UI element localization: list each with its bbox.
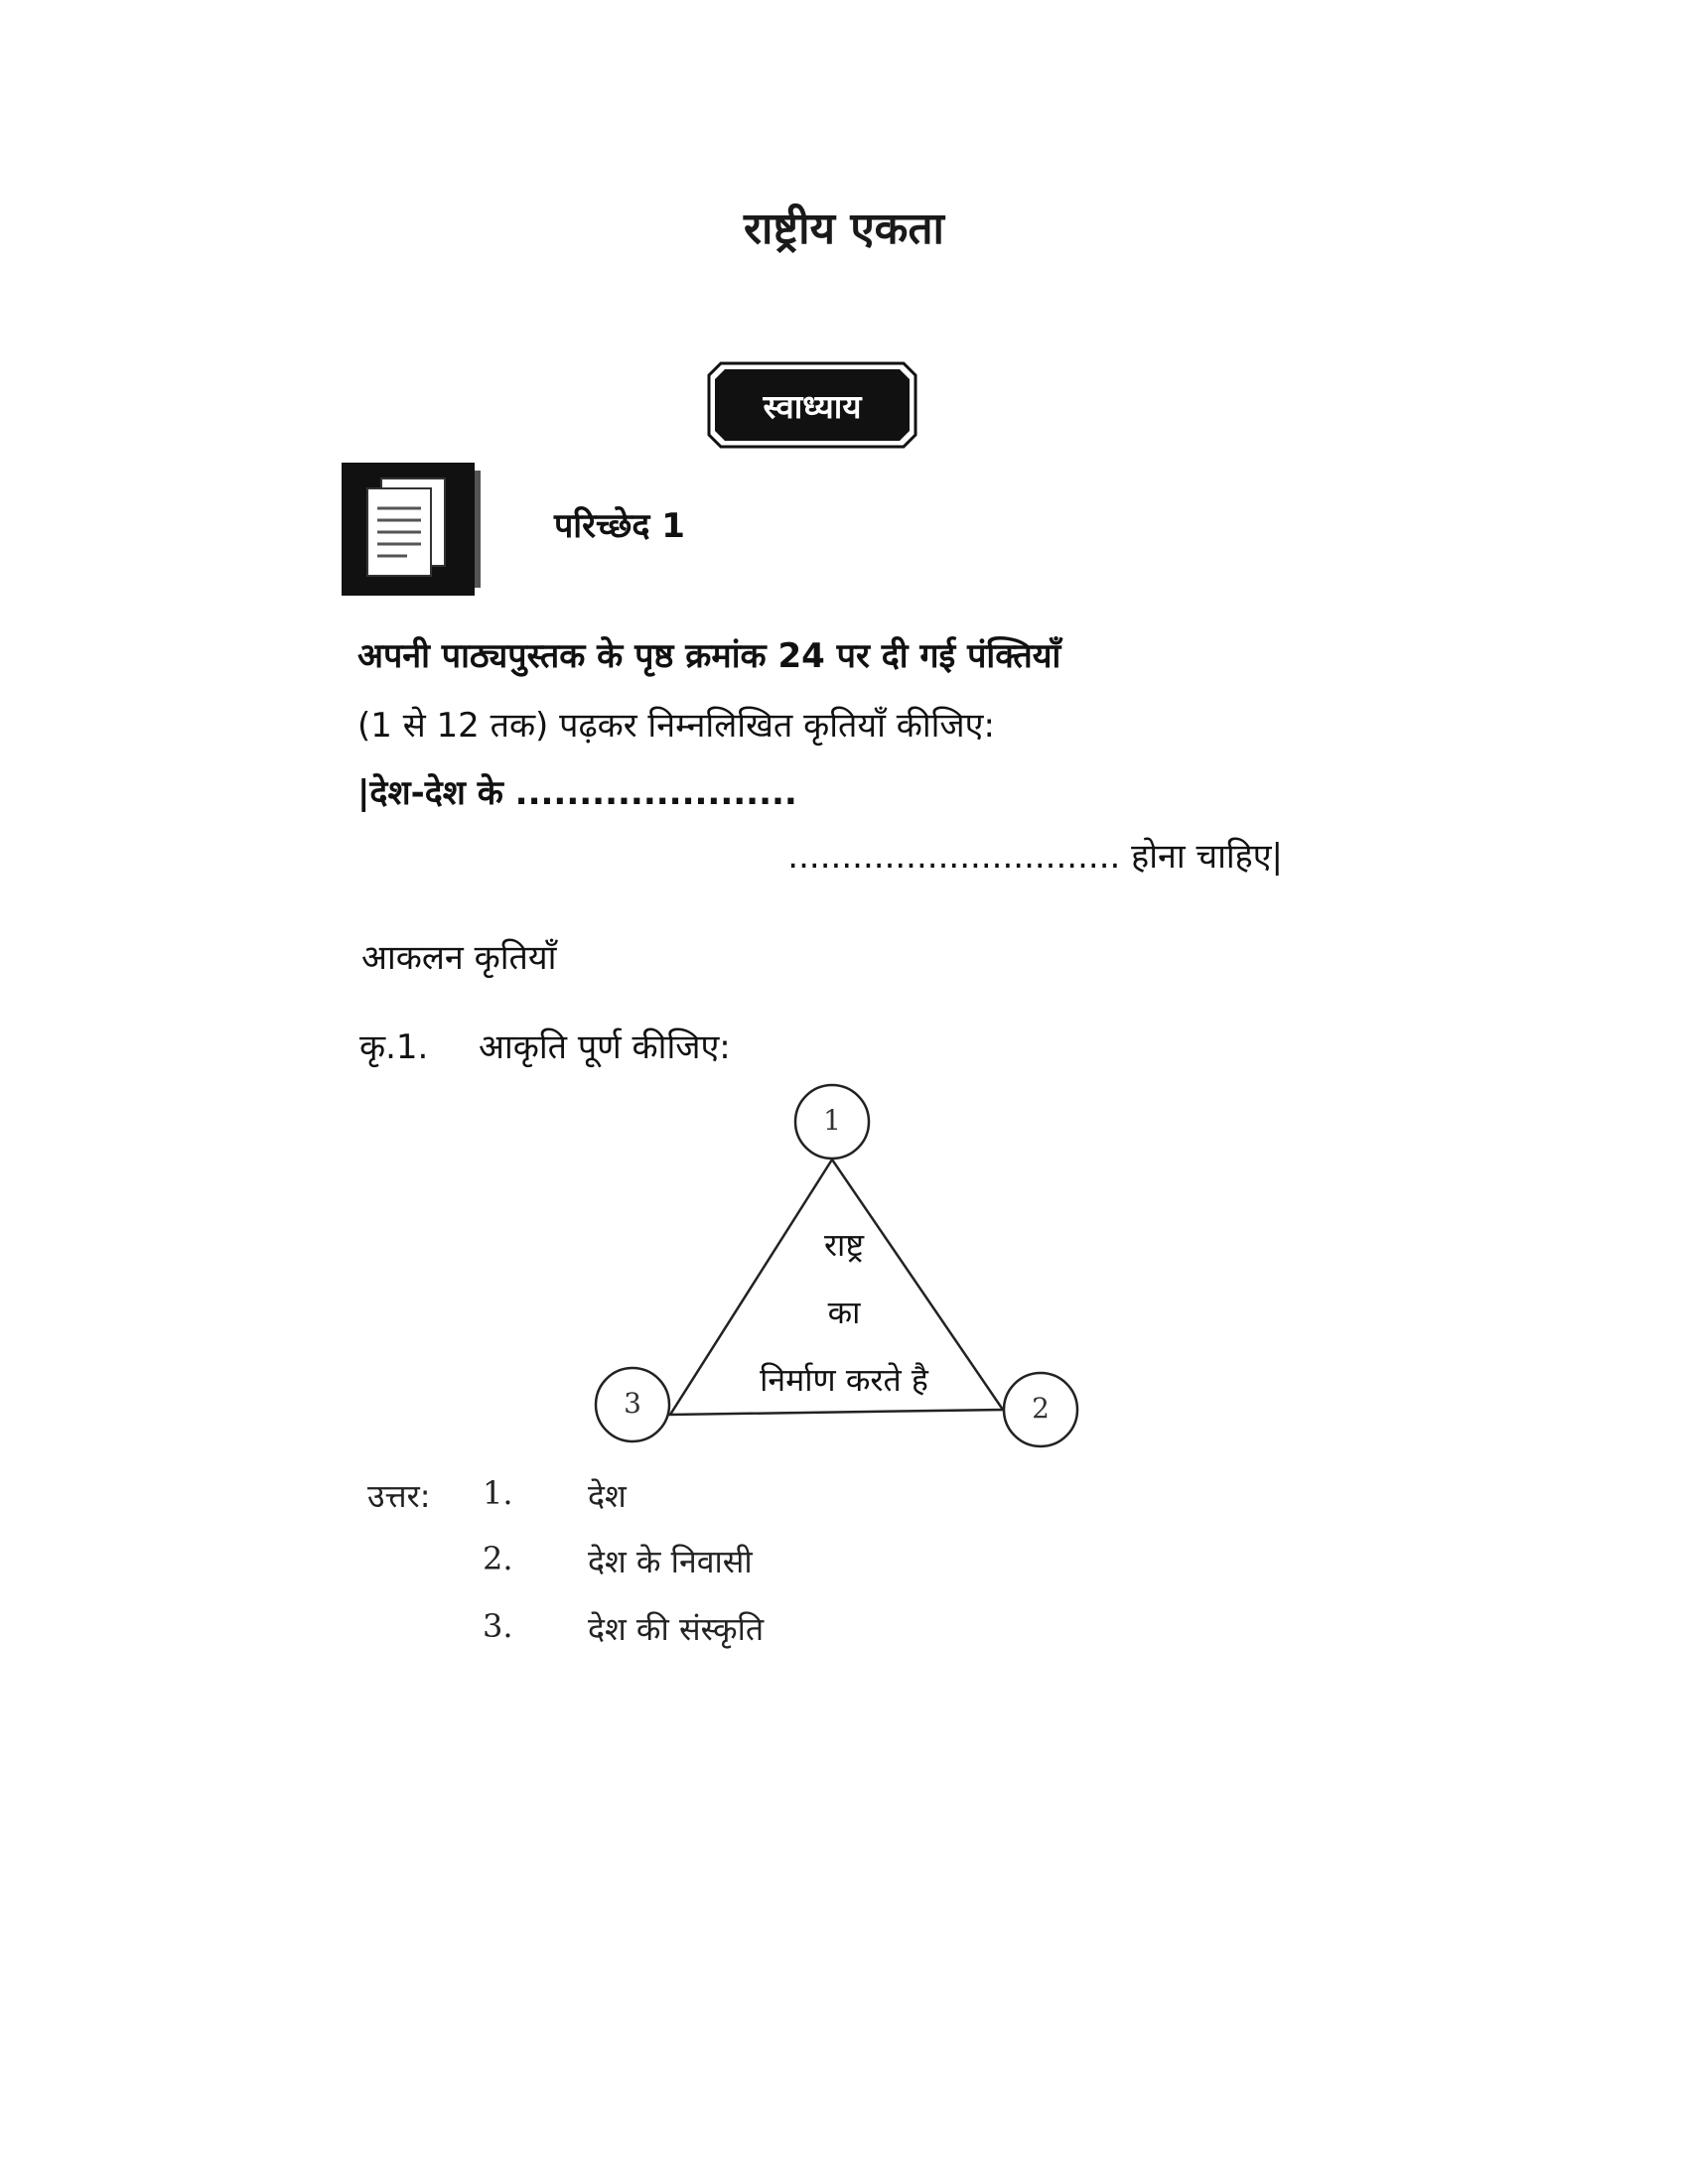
- answer-2-text: देश के निवासी: [588, 1543, 753, 1580]
- document-icon: [342, 463, 492, 596]
- triangle-center-line-3: निर्माण करते है: [760, 1361, 928, 1399]
- answer-1-number: 1.: [483, 1474, 513, 1512]
- triangle-center-line-2: का: [827, 1294, 861, 1331]
- node-1-label: 1: [823, 1104, 841, 1137]
- instruction-line-3: |देश-देश के ......................: [357, 773, 797, 813]
- answer-3-number: 3.: [483, 1607, 513, 1645]
- instruction-line-1: अपनी पाठ्यपुस्तक के पृष्ठ क्रमांक 24 पर दी गई पंक्तियाँ: [357, 636, 1061, 676]
- answer-1-text: देश: [588, 1477, 627, 1515]
- answer-3-text: देश की संस्कृति: [588, 1610, 765, 1648]
- instruction-line-2: (1 से 12 तक) पढ़कर निम्नलिखित कृतियाँ कीजिए:: [357, 706, 995, 746]
- page-title: राष्ट्रीय एकता: [744, 204, 944, 254]
- section-heading: परिच्छेद 1: [554, 506, 685, 546]
- assessment-heading: आकलन कृतियाँ: [361, 938, 557, 978]
- question-number: कृ.1.: [359, 1027, 429, 1067]
- node-2-label: 2: [1032, 1392, 1050, 1425]
- triangle-diagram: [576, 1072, 1112, 1469]
- badge-label: स्वाध्याय: [763, 386, 862, 426]
- question-text: आकृति पूर्ण कीजिए:: [479, 1027, 731, 1067]
- node-3-label: 3: [624, 1387, 641, 1420]
- swadhyay-badge: [707, 361, 917, 449]
- answers-label: उत्तर:: [367, 1477, 431, 1515]
- answer-2-number: 2.: [483, 1540, 513, 1577]
- instruction-line-4: ............................... होना चाहिए|: [787, 837, 1283, 877]
- triangle-center-line-1: राष्ट्र: [823, 1226, 865, 1264]
